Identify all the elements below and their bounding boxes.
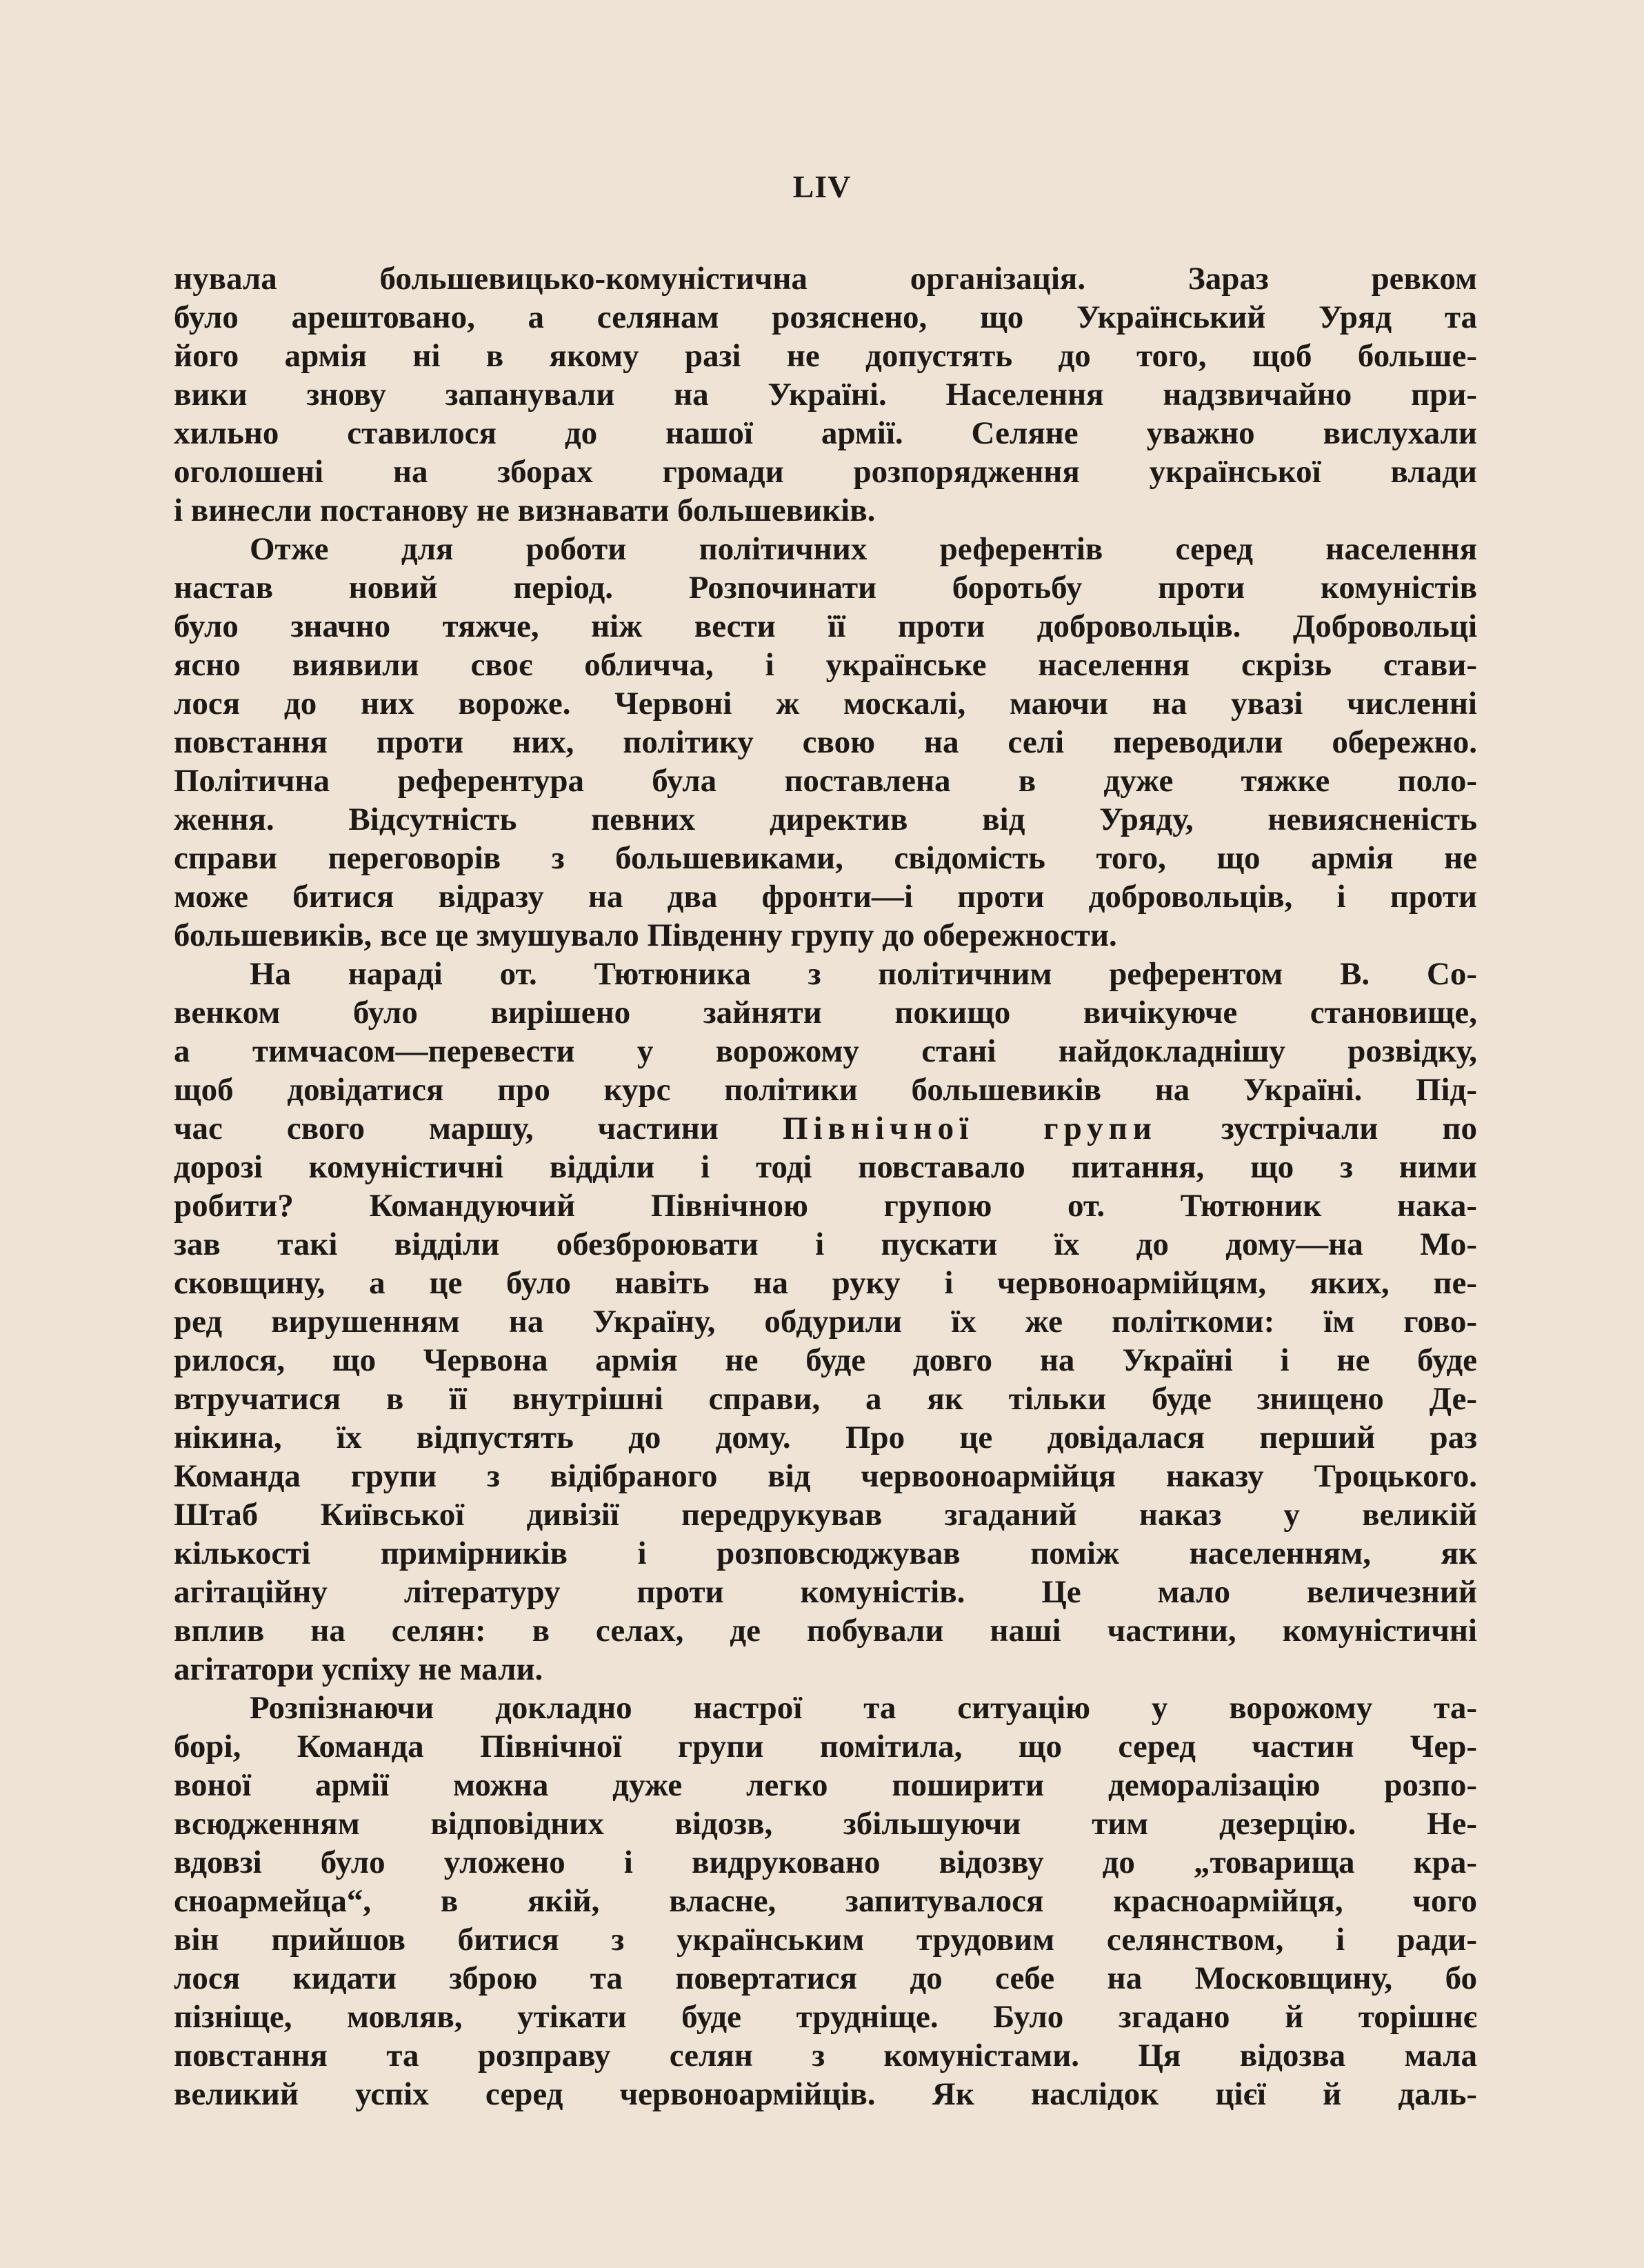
text-line-spaced-group [174,1109,1477,1148]
text-line: було значно тяжче, ніж вести її проти добровольців. Добровольці [174,608,1477,644]
text-line: всюдженням відповідних відозв, збільшуючи тим дезерцію. Не- [174,1806,1477,1842]
text-line: щоб довідатися про курс політики большевиків на Україні. Під- [174,1072,1477,1108]
text-line: його армія ні в якому разі не допустять до того, щоб больше- [174,338,1477,374]
text-line: робити? Командуючий Північною групою от. Тютюник нака- [174,1188,1477,1224]
text-line: Команда групи з відібраного від червооноармійця наказу Троцького. [174,1458,1477,1494]
text-line: лося кидати зброю та повертатися до себе на Московщину, бо [174,1960,1477,1996]
text-line: вплив на селян: в селах, де побували наші частини, комуністичні [174,1613,1477,1649]
text-line: лося до них вороже. Червоні ж москалі, маючи на увазі численні [174,686,1477,722]
page-number: LIV [792,169,852,204]
text-line: большевиків, все це змушувало Південну групу до обережности. [174,917,1117,953]
text-line: агітатори успіху не мали. [174,1651,543,1687]
body-text [174,259,1477,2113]
text-line: а тимчасом—перевести у ворожому стані найдокладнішу розвідку, [174,1033,1477,1069]
text-line: було арештовано, а селянам розяснено, що Український Уряд та [174,299,1477,335]
text-line: кількості примірників і розповсюджував поміж населенням, як [174,1535,1477,1571]
text-line: може битися відразу на два фронти—і проти добровольців, і проти [174,879,1477,915]
text-line: пізніще, мовляв, утікати буде трудніще. Було згадано й торішнє [174,1999,1477,2035]
text-line: ред вирушенням на Україну, обдурили їх же політкоми: їм гово- [174,1304,1477,1340]
text-line: ясно виявили своє обличча, і українське населення скрізь стави- [174,647,1477,683]
text-line: Отже для роботи політичних референтів серед населення [250,531,1477,567]
text-line: На нараді от. Тютюника з політичним референтом В. Со- [250,956,1477,992]
text-line: ження. Відсутність певних директив від Уряду, невиясненість [174,802,1477,837]
text-line: втручатися в її внутрішні справи, а як тільки буде знищено Де- [174,1381,1477,1417]
text-line: великий успіх серед червоноармійців. Як наслідок цієї й даль- [174,2076,1477,2112]
text-line: настав новий період. Розпочинати боротьбу проти комуністів [174,570,1477,606]
text-segment: зустрічали по [1156,1111,1478,1146]
text-line: оголошені на зборах громади розпорядження української влади [174,454,1477,490]
spaced-group-name: Північної групи [782,1111,1157,1146]
text-line: венком було вирішено зайняти покищо вичікуюче становище, [174,995,1477,1031]
text-line: дорозі комуністичні відділи і тоді повставало питання, що з ними [174,1149,1477,1185]
text-segment: час свого маршу, частини [174,1111,783,1146]
text-line: Штаб Київської дивізії передрукував згаданий наказ у великій [174,1497,1477,1533]
text-line: сноармейца“, в якій, власне, запитувалося красноармійця, чого [174,1883,1477,1919]
text-line: вики знову запанували на Україні. Населення надзвичайно при- [174,377,1477,412]
text-line: зав такі відділи обезброювати і пускати їх до дому—на Мо- [174,1226,1477,1262]
text-line: Політична референтура була поставлена в дуже тяжке поло- [174,763,1477,799]
text-line: воної армії можна дуже легко поширити деморалізацію розпо- [174,1767,1477,1803]
text-line: і винесли постанову не визнавати большевиків. [174,493,876,528]
text-line: нікина, їх відпустять до дому. Про це довідалася перший раз [174,1420,1477,1455]
text-line: вдовзі було уложено і видруковано відозву до „товарища кра- [174,1844,1477,1880]
text-line: справи переговорів з большевиками, свідомість того, що армія не [174,840,1477,876]
text-line: повстання проти них, політику свою на селі переводили обережно. [174,724,1477,760]
text-line: агітаційну літературу проти комуністів. Це мало величезний [174,1574,1477,1610]
text-line: хильно ставилося до нашої армії. Селяне уважно вислухали [174,415,1477,451]
text-line: він прийшов битися з українським трудовим селянством, і ради- [174,1922,1477,1958]
text-line: борі, Команда Північної групи помітила, що серед частин Чер- [174,1729,1477,1764]
text-line: рилося, що Червона армія не буде довго на Україні і не буде [174,1342,1477,1378]
text-line: сковщину, а це було навіть на руку і червоноармійцям, яких, пе- [174,1265,1477,1301]
text-line: нувала большевицько-комуністична організація. Зараз ревком [174,261,1477,297]
text-line: Розпізнаючи докладно настрої та ситуацію у ворожому та- [250,1690,1477,1726]
text-line: повстання та розправу селян з комуністами. Ця відозва мала [174,2038,1477,2073]
